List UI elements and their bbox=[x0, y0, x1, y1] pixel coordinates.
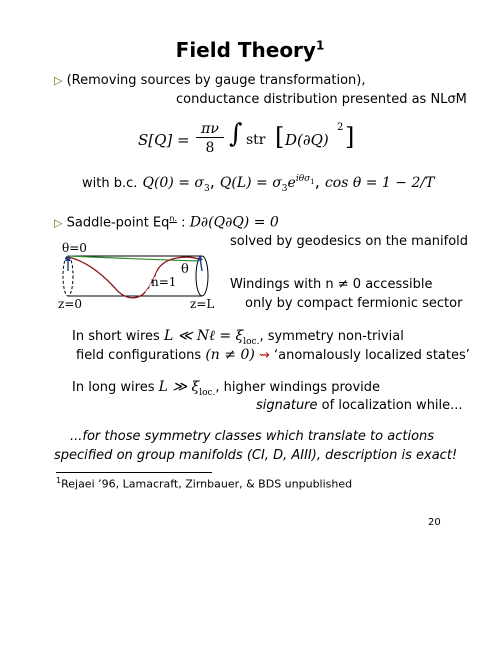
windings-line-1 bbox=[230, 277, 432, 292]
long-wires-math-sub: loc. bbox=[199, 387, 216, 398]
bc-q0: Q(0) = σ bbox=[142, 175, 204, 191]
windings-text-2: only by compact fermionic sector bbox=[245, 296, 463, 311]
bc-ql: Q(L) = σ bbox=[219, 175, 282, 191]
short-wires-line-1 bbox=[72, 328, 404, 347]
windings-text-1: Windings with n ≠ 0 accessible bbox=[230, 277, 433, 292]
intro-text-1: (Removing sources by gauge transformation), bbox=[66, 73, 366, 88]
saddle-prefix: Saddle-point Eq bbox=[66, 215, 170, 231]
intro-line-2 bbox=[176, 92, 467, 107]
action-lhs: S[Q] = bbox=[138, 131, 190, 149]
action-frac-num: πν bbox=[196, 121, 224, 138]
short-wires-text-c: , symmetry non-trivial bbox=[259, 329, 404, 344]
short-wires-math-sub: loc. bbox=[243, 336, 260, 347]
boundary-conditions: with b.c. $Q(0) = \sigma_3$, $Q(L) = \sigma_3e^{i\theta\sigma_1}$, cos θ = 1 − 2/T bbox=[82, 172, 435, 194]
label-n1: n=1 bbox=[151, 275, 177, 289]
squiggle-arrow-icon: ⇝ bbox=[258, 348, 270, 363]
intro-line-1 bbox=[54, 73, 365, 88]
footnote-rule bbox=[56, 472, 212, 473]
saddle-text-2: solved by geodesics on the manifold bbox=[230, 234, 469, 249]
long-wires-math: L ≫ ξ bbox=[158, 379, 200, 395]
right-bracket: ] bbox=[345, 123, 355, 151]
page-number: 20 bbox=[428, 517, 441, 528]
bc-q0-sub: 3 bbox=[203, 183, 210, 194]
right-ring bbox=[196, 256, 208, 296]
footnote bbox=[56, 476, 352, 491]
bc-ql-exp-base: e bbox=[287, 175, 296, 191]
integral-sign: ∫ bbox=[229, 119, 243, 149]
signature-word: signature bbox=[256, 398, 318, 413]
long-wires-text-e: of localization while... bbox=[321, 398, 463, 413]
label-z0: z=0 bbox=[58, 297, 83, 311]
bullet-icon: ▷ bbox=[54, 74, 63, 87]
geodesic-line bbox=[68, 256, 198, 261]
conclusion-text-1: ...for those symmetry classes which translate to actions bbox=[70, 429, 435, 444]
label-theta: θ bbox=[181, 262, 189, 277]
bullet-icon: ▷ bbox=[54, 216, 63, 230]
footnote-text: Rejaei ’96, Lamacraft, Zirnbauer, & BDS unpublished bbox=[61, 477, 353, 491]
conclusion-text-2: specified on group manifolds (CI, D, AIII), description is exact! bbox=[54, 448, 458, 463]
action-frac-den: 8 bbox=[205, 140, 215, 156]
title-text: Field Theory bbox=[175, 38, 316, 62]
long-wires-text-a: In long wires bbox=[72, 380, 155, 395]
saddle-line-2 bbox=[230, 234, 468, 249]
windings-line-2 bbox=[245, 296, 462, 311]
bc-ql-exp: iθσ bbox=[295, 174, 311, 185]
str-operator: str bbox=[246, 132, 266, 148]
conclusion-line-1 bbox=[70, 429, 434, 444]
label-theta0: θ=0 bbox=[62, 241, 87, 255]
short-wires-line-2 bbox=[76, 347, 470, 363]
saddle-colon: : bbox=[181, 215, 186, 231]
title-footnote-mark: 1 bbox=[315, 38, 325, 53]
label-zL: z=L bbox=[190, 297, 215, 311]
saddle-equation: D∂(Q∂Q) = 0 bbox=[189, 214, 279, 231]
bc-cos-theta: cos θ = 1 − 2/T bbox=[324, 175, 435, 191]
short-wires-text-d: field configurations bbox=[76, 348, 202, 363]
conclusion-line-2 bbox=[54, 448, 457, 463]
bc-ql-sub: 3 bbox=[281, 183, 288, 194]
winding-curve bbox=[68, 257, 199, 298]
bc-ql-exp-sub: 1 bbox=[310, 178, 315, 187]
action-power: 2 bbox=[337, 122, 344, 133]
short-wires-math-e: (n ≠ 0) bbox=[205, 347, 255, 363]
long-wires-line-1 bbox=[72, 379, 380, 398]
saddle-line-1 bbox=[54, 214, 279, 230]
long-wires-text-c: , higher windings provide bbox=[215, 380, 381, 395]
action-body: D(∂Q) bbox=[285, 131, 329, 149]
page-title bbox=[0, 38, 500, 62]
left-bracket: [ bbox=[275, 123, 285, 151]
short-wires-math: L ≪ Nℓ = ξ bbox=[163, 328, 244, 344]
footnote-mark: 1 bbox=[56, 476, 62, 485]
saddle-superscript: n. bbox=[169, 214, 178, 223]
intro-text-2: conductance distribution presented as NLσM bbox=[176, 92, 467, 107]
short-wires-text-a: In short wires bbox=[72, 329, 160, 344]
boundary-prefix: with b.c. bbox=[82, 176, 138, 191]
short-wires-text-f: ‘anomalously localized states’ bbox=[274, 348, 470, 363]
long-wires-line-2 bbox=[256, 398, 463, 413]
